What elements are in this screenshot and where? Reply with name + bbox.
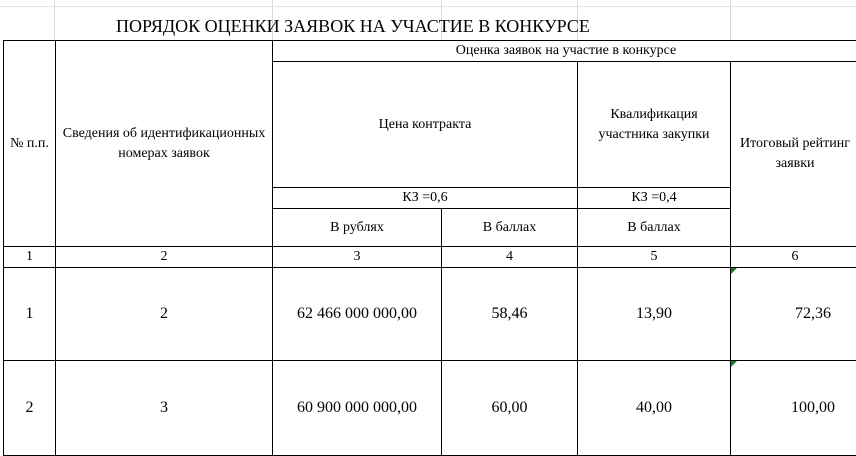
column-number[interactable]: 2: [56, 247, 273, 268]
title-text: ПОРЯДОК ОЦЕНКИ ЗАЯВОК НА УЧАСТИЕ В КОНКУРСЕ: [116, 16, 590, 37]
header-price[interactable]: Цена контракта: [273, 62, 578, 188]
row-qual-points[interactable]: 40,00: [578, 361, 731, 456]
header-app-ids[interactable]: Сведения об идентификационных номерах заявок: [56, 41, 273, 247]
header-qualification[interactable]: Квалификация участника закупки: [578, 62, 731, 188]
column-number[interactable]: 6: [731, 247, 856, 268]
row-price-rub[interactable]: 60 900 000 000,00: [273, 361, 442, 456]
header-num[interactable]: № п.п.: [4, 41, 56, 247]
row-price-points[interactable]: 58,46: [442, 268, 578, 361]
gridline: [0, 6, 856, 7]
row-app-id[interactable]: 3: [56, 361, 273, 456]
row-rating: 72,36: [795, 304, 831, 324]
column-number[interactable]: 3: [273, 247, 442, 268]
header-in-points-qual[interactable]: В баллах: [578, 209, 731, 247]
row-rating-cell[interactable]: [731, 268, 856, 361]
row-rating: 100,00: [791, 398, 835, 418]
header-kz-price[interactable]: КЗ =0,6: [273, 188, 578, 209]
row-qual-points[interactable]: 13,90: [578, 268, 731, 361]
row-price-rub[interactable]: 62 466 000 000,00: [273, 268, 442, 361]
column-number[interactable]: 5: [578, 247, 731, 268]
row-num[interactable]: 1: [4, 268, 56, 361]
evaluation-table: [3, 40, 856, 456]
column-number[interactable]: 1: [4, 247, 56, 268]
header-final-rating[interactable]: Итоговый рейтинг заявки: [731, 62, 856, 247]
column-number[interactable]: 4: [442, 247, 578, 268]
row-num[interactable]: 2: [4, 361, 56, 456]
header-kz-qual[interactable]: КЗ =0,4: [578, 188, 731, 209]
row-app-id[interactable]: 2: [56, 268, 273, 361]
row-rating-cell[interactable]: [731, 361, 856, 456]
header-in-rubles[interactable]: В рублях: [273, 209, 442, 247]
header-evaluation-group[interactable]: Оценка заявок на участие в конкурсе: [273, 41, 856, 62]
header-in-points-price[interactable]: В баллах: [442, 209, 578, 247]
table-row: [4, 268, 856, 361]
row-price-points[interactable]: 60,00: [442, 361, 578, 456]
table-row: [4, 361, 856, 456]
